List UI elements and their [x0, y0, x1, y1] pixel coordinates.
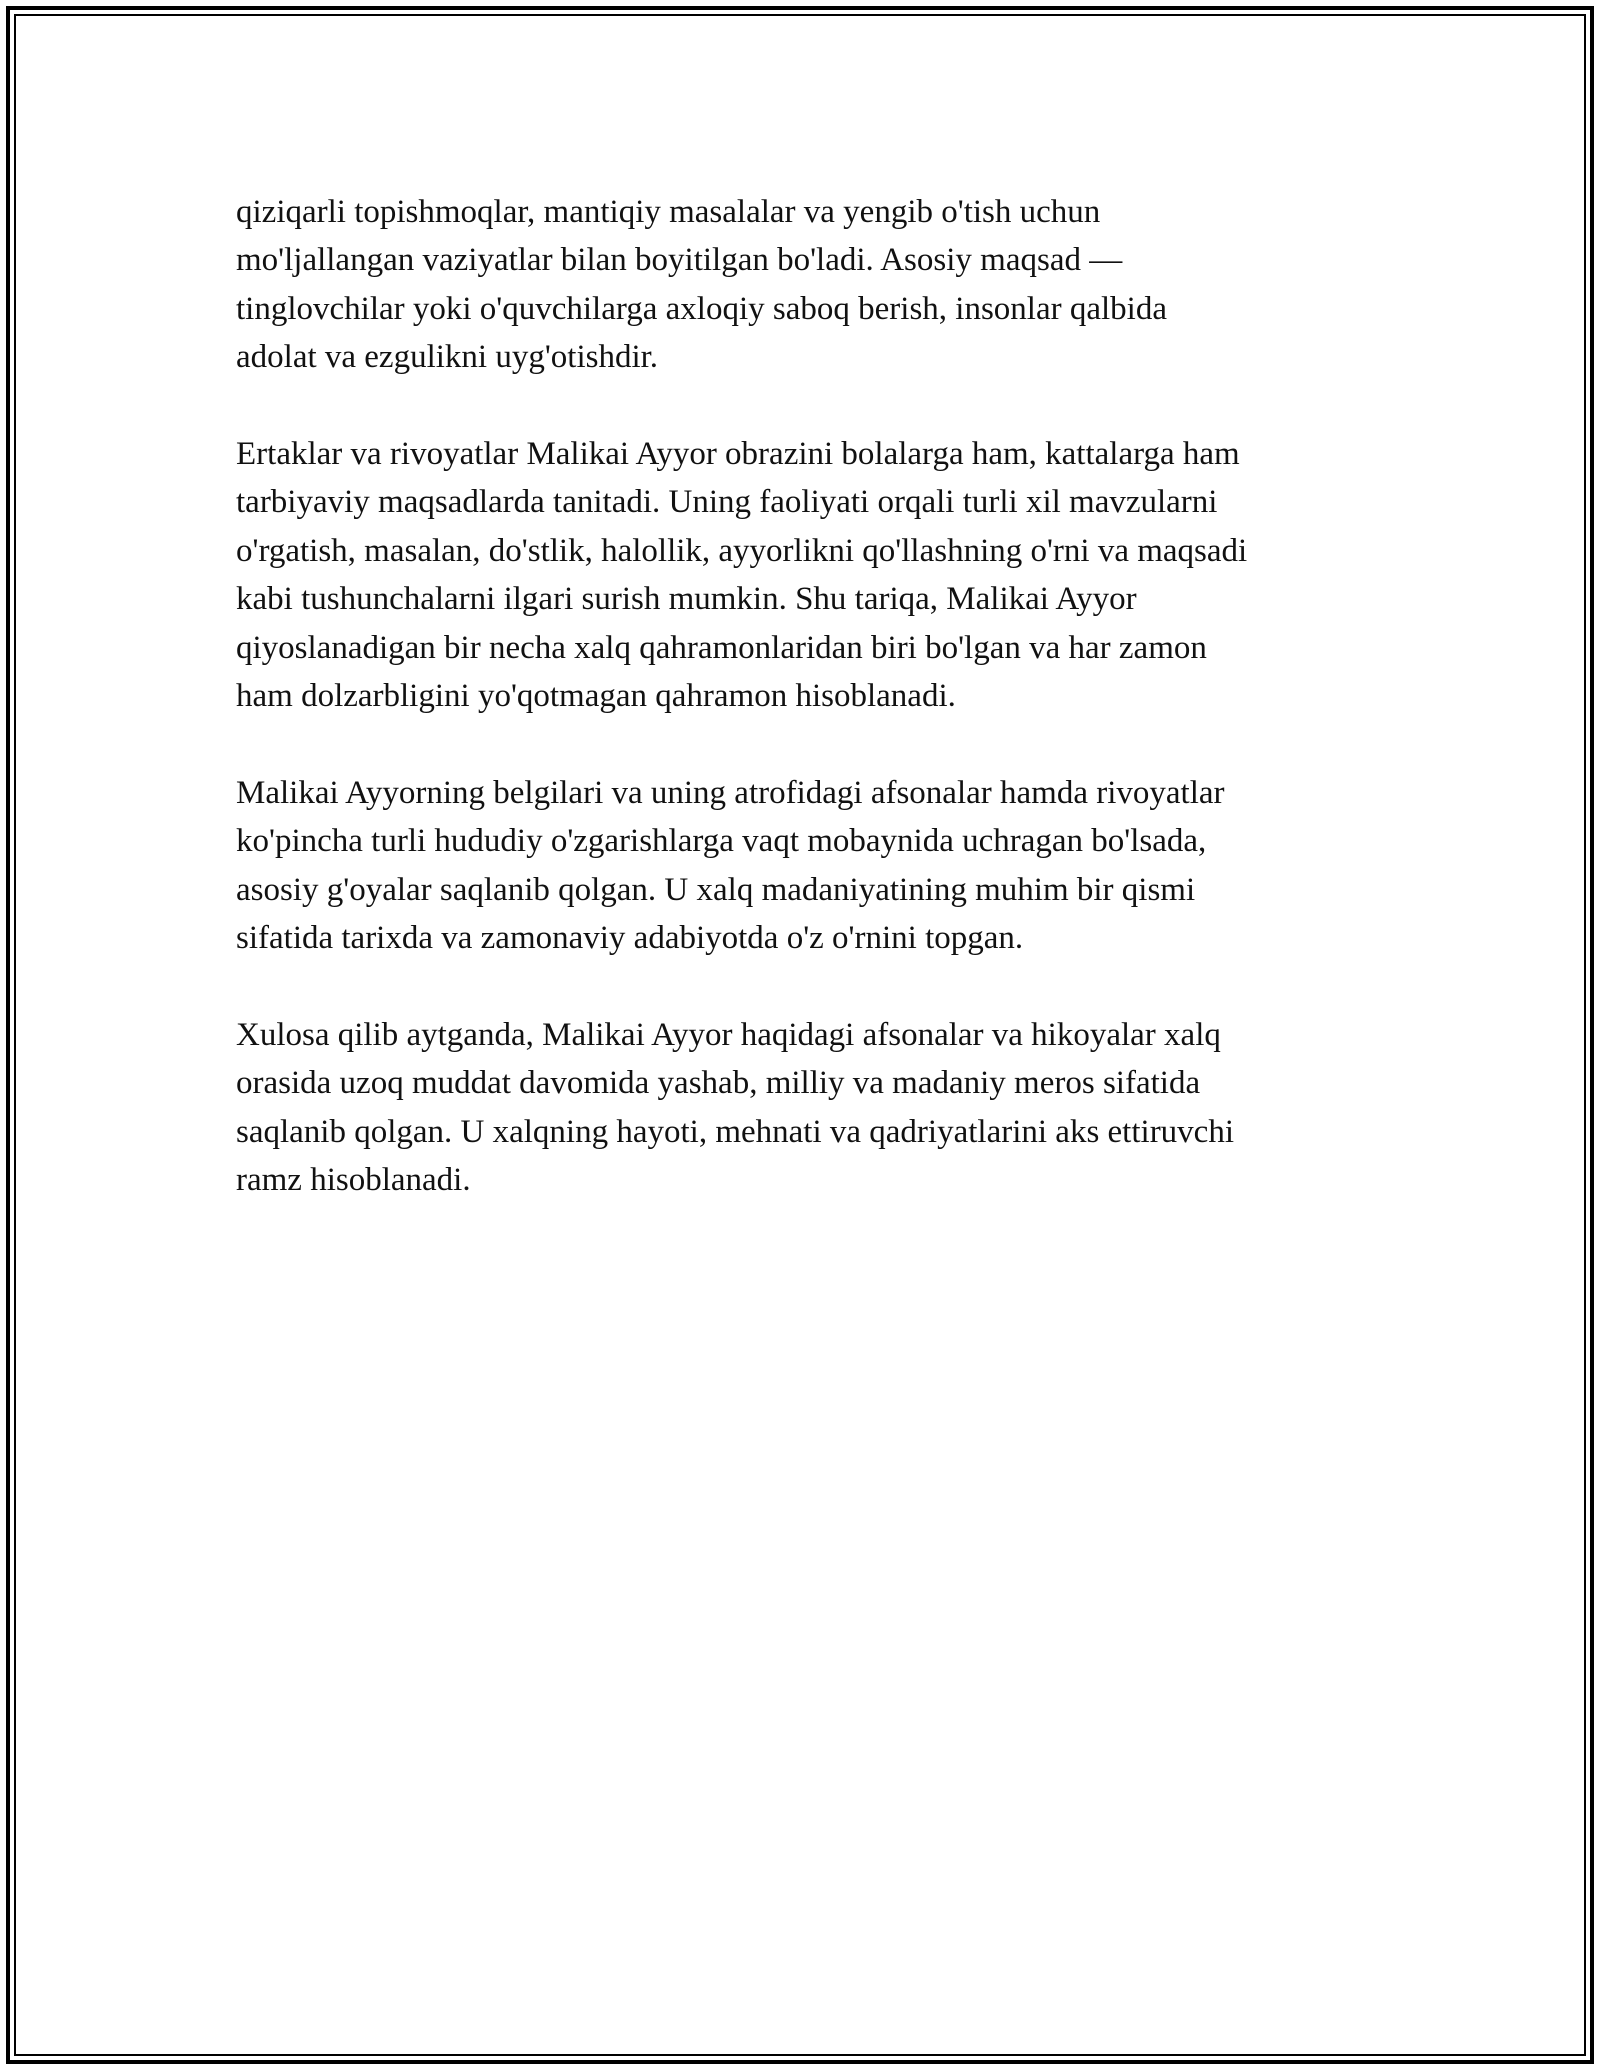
text-line: adolat va ezgulikni uyg'otishdir. [236, 339, 659, 376]
paragraph-2 [236, 430, 1376, 720]
text-line: orasida uzoq muddat davomida yashab, milliy va madaniy meros sifatida [236, 1065, 1201, 1102]
text-line: saqlanib qolgan. U xalqning hayoti, mehnati va qadriyatlarini aks ettiruvchi [236, 1113, 1234, 1150]
text-line: ko'pincha turli hududiy o'zgarishlarga vaqt mobaynida uchragan bo'lsada, [236, 823, 1207, 860]
document-body [236, 188, 1376, 1253]
text-line: mo'ljallangan vaziyatlar bilan boyitilgan bo'ladi. Asosiy maqsad — [236, 242, 1123, 279]
text-line: ham dolzarbligini yo'qotmagan qahramon hisoblanadi. [236, 678, 956, 715]
text-line: asosiy g'oyalar saqlanib qolgan. U xalq madaniyatining muhim bir qismi [236, 871, 1196, 908]
text-line: kabi tushunchalarni ilgari surish mumkin. Shu tariqa, Malikai Ayyor [236, 581, 1137, 618]
text-line: Malikai Ayyorning belgilari va uning atrofidagi afsonalar hamda rivoyatlar [236, 774, 1225, 811]
text-line: o'rgatish, masalan, do'stlik, halollik, ayyorlikni qo'llashning o'rni va maqsadi [236, 532, 1248, 569]
paragraph-3 [236, 769, 1376, 963]
text-line: sifatida tarixda va zamonaviy adabiyotda o'z o'rnini topgan. [236, 920, 1024, 957]
text-line: tarbiyaviy maqsadlarda tanitadi. Uning faoliyati orqali turli xil mavzularni [236, 484, 1218, 521]
paragraph-1 [236, 188, 1376, 382]
text-line: Xulosa qilib aytganda, Malikai Ayyor haqidagi afsonalar va hikoyalar xalq [236, 1016, 1221, 1053]
text-line: ramz hisoblanadi. [236, 1162, 471, 1199]
text-line: qiziqarli topishmoqlar, mantiqiy masalalar va yengib o'tish uchun [236, 194, 1101, 230]
paragraph-4 [236, 1011, 1376, 1205]
text-line: tinglovchilar yoki o'quvchilarga axloqiy saboq berish, insonlar qalbida [236, 290, 1167, 327]
text-line: qiyoslanadigan bir necha xalq qahramonlaridan biri bo'lgan va har zamon [236, 629, 1207, 666]
text-line: Ertaklar va rivoyatlar Malikai Ayyor obrazini bolalarga ham, kattalarga ham [236, 436, 1240, 473]
